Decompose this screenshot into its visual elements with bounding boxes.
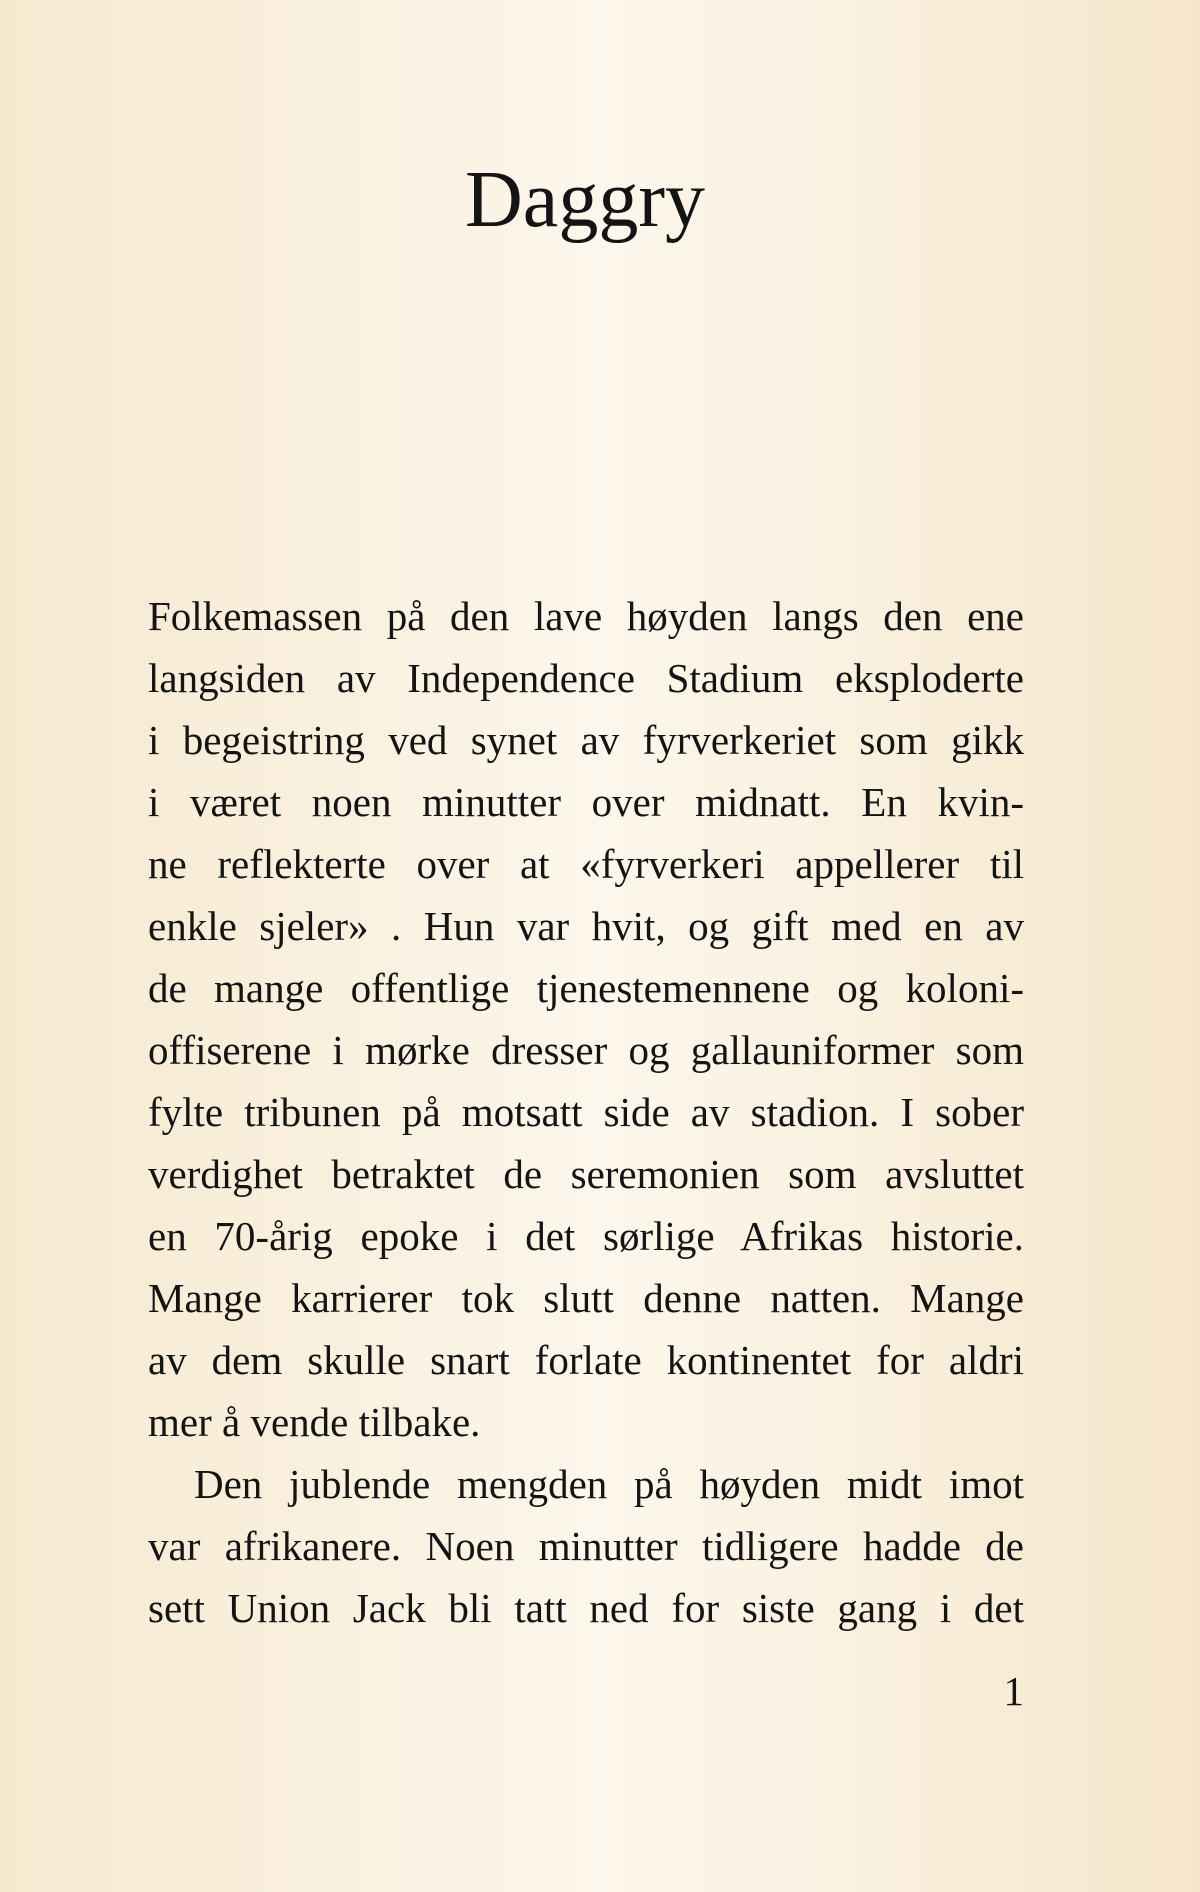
text-line: verdighet betraktet de seremonien som avsluttet [148, 1151, 1024, 1197]
text-line: fylte tribunen på motsatt side av stadion. I sober [148, 1089, 1024, 1135]
chapter-title: Daggry [465, 156, 705, 244]
text-line: langsiden av Independence Stadium eksploderte [148, 655, 1024, 701]
text-line: i været noen minutter over midnatt. En kvin- [148, 779, 1024, 825]
text-line: var afrikanere. Noen minutter tidligere hadde de [148, 1523, 1024, 1569]
text-line: enkle sjeler» . Hun var hvit, og gift med en av [148, 903, 1024, 949]
text-line: de mange offentlige tjenestemennene og koloni- [148, 965, 1024, 1011]
text-line: en 70-årig epoke i det sørlige Afrikas historie. [148, 1213, 1024, 1259]
text-line: i begeistring ved synet av fyrverkeriet som gikk [148, 717, 1024, 763]
text-line: Folkemassen på den lave høyden langs den ene [148, 593, 1024, 639]
text-line: mer å vende tilbake. [148, 1399, 481, 1445]
body-text [148, 585, 1024, 1639]
text-line: ne reflekterte over at «fyrverkeri appellerer til [148, 841, 1024, 887]
text-line: Den jublende mengden på høyden midt imot [194, 1461, 1024, 1507]
text-line: Mange karrierer tok slutt denne natten. Mange [148, 1275, 1024, 1321]
page-number: 1 [1003, 1668, 1024, 1714]
text-line: av dem skulle snart forlate kontinentet for aldri [148, 1337, 1024, 1383]
text-line: offiserene i mørke dresser og gallauniformer som [148, 1027, 1024, 1073]
text-line: sett Union Jack bli tatt ned for siste gang i det [148, 1585, 1024, 1631]
